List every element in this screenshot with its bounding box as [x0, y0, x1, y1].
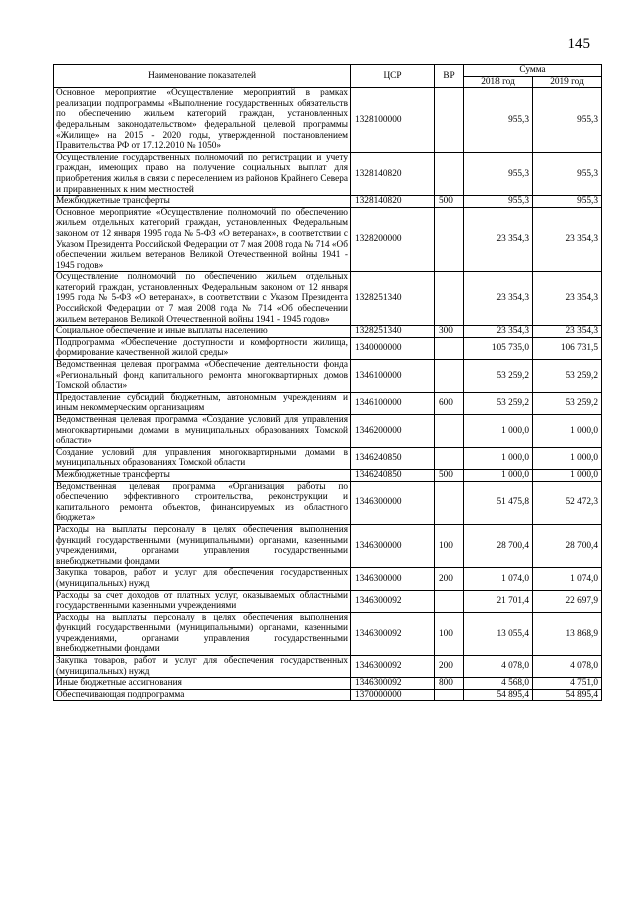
row-vr: 200: [435, 656, 464, 678]
header-year-2018: 2018 год: [464, 76, 533, 88]
row-2018: 4 078,0: [464, 656, 533, 678]
row-2018: 955,3: [464, 152, 533, 195]
table-row: [54, 656, 602, 678]
row-vr: 100: [435, 524, 464, 567]
row-csr: 1346300000: [351, 481, 435, 524]
row-2019: 53 259,2: [533, 392, 602, 414]
row-vr: [435, 415, 464, 448]
row-vr: [435, 207, 464, 272]
header-name: Наименование показателей: [54, 65, 351, 88]
row-vr: [435, 337, 464, 359]
row-vr: 600: [435, 392, 464, 414]
row-vr: [435, 689, 464, 701]
row-2019: 23 354,3: [533, 207, 602, 272]
row-csr: 1346300092: [351, 612, 435, 655]
row-2018: 105 735,0: [464, 337, 533, 359]
row-csr: 1346300092: [351, 590, 435, 612]
table-row: [54, 481, 602, 524]
row-name: Ведомственная целевая программа «Организация работы по обеспечению эффективного строительства, реконструкции и капитального ремонта объектов, финансируемых из областного бюджета»: [54, 481, 351, 524]
row-2019: 1 074,0: [533, 568, 602, 590]
row-vr: [435, 152, 464, 195]
row-csr: 1328100000: [351, 88, 435, 153]
row-2018: 51 475,8: [464, 481, 533, 524]
row-2018: 4 568,0: [464, 678, 533, 690]
row-2019: 13 868,9: [533, 612, 602, 655]
row-name: Осуществление государственных полномочий по регистрации и учету граждан, имеющих право на получение социальных выплат для приобретения жилья в связи с переселением из районов Крайнего Севера и приравненных к ним местностей: [54, 152, 351, 195]
header-year-2019: 2019 год: [533, 76, 602, 88]
row-2018: 955,3: [464, 88, 533, 153]
row-2019: 955,3: [533, 88, 602, 153]
row-csr: 1328251340: [351, 326, 435, 338]
row-name: Социальное обеспечение и иные выплаты населению: [54, 326, 351, 338]
row-2019: 1 000,0: [533, 415, 602, 448]
row-name: Осуществление полномочий по обеспечению жильем отдельных категорий граждан, установленных Федеральным законом от 12 января 1995 года № 5-ФЗ «О ветеранах», в соответствии с Указом Президента Российской Федерации от 7 мая 2008 года № 714 «Об обеспечении жильем ветеранов Великой Отечественной войны 1941 - 1945 годов»: [54, 272, 351, 326]
row-name: Межбюджетные трансферты: [54, 196, 351, 208]
row-csr: 1346240850: [351, 447, 435, 469]
row-2019: 23 354,3: [533, 326, 602, 338]
row-name: Иные бюджетные ассигнования: [54, 678, 351, 690]
row-name: Подпрограмма «Обеспечение доступности и комфортности жилища, формирование качественной жилой среды»: [54, 337, 351, 359]
row-name: Ведомственная целевая программа «Обеспечение деятельности фонда «Региональный фонд капитального ремонта многоквартирных домов Томской области»: [54, 360, 351, 393]
table-row: [54, 392, 602, 414]
row-name: Ведомственная целевая программа «Создание условий для управления многоквартирными домами в муниципальных образованиях Томской области»: [54, 415, 351, 448]
header-csr: ЦСР: [351, 65, 435, 88]
row-name: Создание условий для управления многоквартирными домами в муниципальных образованиях Томской области: [54, 447, 351, 469]
row-2019: 4 078,0: [533, 656, 602, 678]
header-sum: Сумма: [464, 65, 602, 77]
row-csr: 1346100000: [351, 360, 435, 393]
row-csr: 1346200000: [351, 415, 435, 448]
table-row: [54, 88, 602, 153]
row-vr: 500: [435, 196, 464, 208]
row-2019: 53 259,2: [533, 360, 602, 393]
table-row: [54, 612, 602, 655]
row-name: Предоставление субсидий бюджетным, автономным учреждениям и иным некоммерческим организациям: [54, 392, 351, 414]
table-row: [54, 415, 602, 448]
row-2018: 23 354,3: [464, 326, 533, 338]
row-2018: 1 000,0: [464, 447, 533, 469]
row-name: Межбюджетные трансферты: [54, 469, 351, 481]
table-header-row: [54, 65, 602, 77]
row-2018: 28 700,4: [464, 524, 533, 567]
row-2018: 13 055,4: [464, 612, 533, 655]
budget-table: [53, 64, 602, 701]
row-2018: 1 000,0: [464, 469, 533, 481]
row-2018: 1 000,0: [464, 415, 533, 448]
row-2018: 54 895,4: [464, 689, 533, 701]
row-2019: 52 472,3: [533, 481, 602, 524]
table-row: [54, 207, 602, 272]
row-vr: [435, 272, 464, 326]
row-vr: [435, 447, 464, 469]
table-row: [54, 590, 602, 612]
row-csr: 1328200000: [351, 207, 435, 272]
row-2019: 955,3: [533, 152, 602, 195]
row-vr: [435, 88, 464, 153]
row-csr: 1340000000: [351, 337, 435, 359]
row-name: Расходы за счет доходов от платных услуг, оказываемых областными государственными казенными учреждениями: [54, 590, 351, 612]
table-row: [54, 360, 602, 393]
table-row: [54, 469, 602, 481]
row-csr: 1346240850: [351, 469, 435, 481]
row-vr: 100: [435, 612, 464, 655]
row-csr: 1346300000: [351, 524, 435, 567]
table-row: [54, 326, 602, 338]
row-2019: 106 731,5: [533, 337, 602, 359]
row-vr: [435, 590, 464, 612]
row-2018: 23 354,3: [464, 207, 533, 272]
row-csr: 1346100000: [351, 392, 435, 414]
table-row: [54, 678, 602, 690]
row-csr: 1346300092: [351, 678, 435, 690]
table-row: [54, 524, 602, 567]
row-csr: 1346300092: [351, 656, 435, 678]
row-name: Закупка товаров, работ и услуг для обеспечения государственных (муниципальных) нужд: [54, 656, 351, 678]
row-2018: 53 259,2: [464, 360, 533, 393]
table-row: [54, 337, 602, 359]
row-2019: 28 700,4: [533, 524, 602, 567]
row-csr: 1328140820: [351, 196, 435, 208]
row-vr: 500: [435, 469, 464, 481]
row-2019: 1 000,0: [533, 469, 602, 481]
row-2018: 23 354,3: [464, 272, 533, 326]
row-name: Закупка товаров, работ и услуг для обеспечения государственных (муниципальных) нужд: [54, 568, 351, 590]
row-csr: 1346300000: [351, 568, 435, 590]
row-vr: [435, 360, 464, 393]
table-row: [54, 272, 602, 326]
row-vr: 200: [435, 568, 464, 590]
row-name: Обеспечивающая подпрограмма: [54, 689, 351, 701]
row-vr: [435, 481, 464, 524]
row-vr: 800: [435, 678, 464, 690]
row-2019: 1 000,0: [533, 447, 602, 469]
row-name: Основное мероприятие «Осуществление мероприятий в рамках реализации подпрограммы «Выполнение государственных обязательств по обеспечению жильем категорий граждан, установленных федеральным законодательством» федеральной целевой программы «Жилище» на 2015 - 2020 годы, утвержденной постановлением Правительства РФ от 17.12.2010 № 1050»: [54, 88, 351, 153]
table-row: [54, 152, 602, 195]
row-2019: 955,3: [533, 196, 602, 208]
row-2018: 1 074,0: [464, 568, 533, 590]
row-name: Расходы на выплаты персоналу в целях обеспечения выполнения функций государственными (муниципальными) органами, казенными учреждениями, органами управления государственными внебюджетными фондами: [54, 612, 351, 655]
row-csr: 1328251340: [351, 272, 435, 326]
row-2019: 22 697,9: [533, 590, 602, 612]
table-row: [54, 196, 602, 208]
row-csr: 1328140820: [351, 152, 435, 195]
header-vr: ВР: [435, 65, 464, 88]
table-row: [54, 689, 602, 701]
row-2018: 53 259,2: [464, 392, 533, 414]
row-2018: 21 701,4: [464, 590, 533, 612]
page-number: 145: [567, 36, 590, 52]
row-2019: 4 751,0: [533, 678, 602, 690]
row-2019: 23 354,3: [533, 272, 602, 326]
table-row: [54, 447, 602, 469]
row-name: Основное мероприятие «Осуществление полномочий по обеспечению жильем отдельных категорий граждан, установленных Федеральным законом от 12 января 1995 года № 5-ФЗ «О ветеранах», в соответствии с Указом Президента Российской Федерации от 7 мая 2008 года № 714 «Об обеспечении жильем ветеранов Великой Отечественной войны 1941 - 1945 годов»: [54, 207, 351, 272]
row-2019: 54 895,4: [533, 689, 602, 701]
row-2018: 955,3: [464, 196, 533, 208]
row-csr: 1370000000: [351, 689, 435, 701]
table-row: [54, 568, 602, 590]
row-vr: 300: [435, 326, 464, 338]
row-name: Расходы на выплаты персоналу в целях обеспечения выполнения функций государственными (муниципальными) органами, казенными учреждениями, органами управления государственными внебюджетными фондами: [54, 524, 351, 567]
